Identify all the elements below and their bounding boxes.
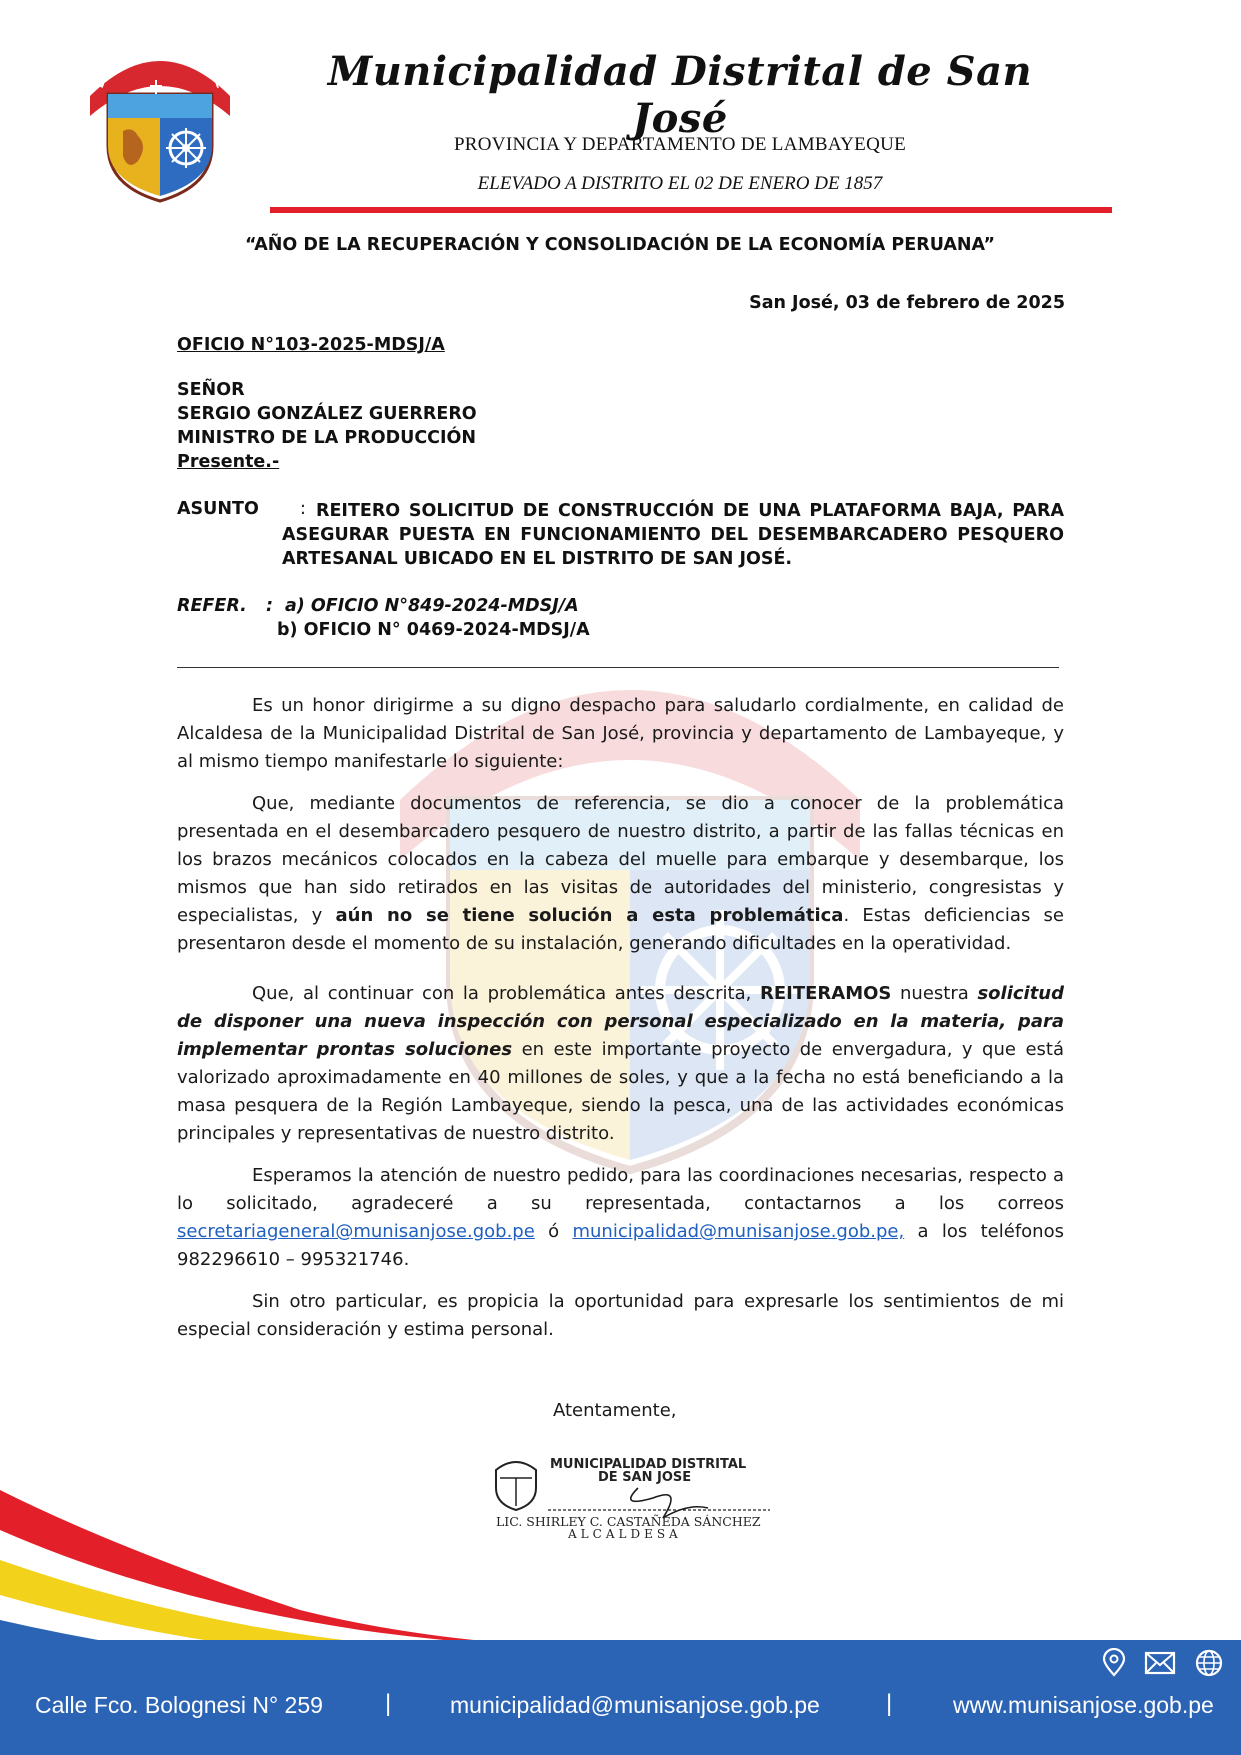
stamp-role: ALCALDESA (568, 1527, 682, 1540)
paragraph-4 (177, 1162, 1064, 1274)
asunto-colon: : (300, 499, 306, 519)
recipient-name: SERGIO GONZÁLEZ GUERRERO (177, 404, 477, 424)
footer-email-link[interactable]: municipalidad@munisanjose.gob.pe (450, 1692, 820, 1718)
document-date: San José, 03 de febrero de 2025 (749, 293, 1065, 313)
footer-separator: | (385, 1690, 392, 1717)
closing-salutation: Atentamente, (553, 1400, 677, 1421)
refer-label: REFER. (177, 596, 247, 616)
mail-icon (1146, 1653, 1174, 1673)
recipient-position: MINISTRO DE LA PRODUCCIÓN (177, 428, 477, 448)
email-link-municipalidad[interactable]: municipalidad@munisanjose.gob.pe, (572, 1221, 905, 1242)
email-link-secretaria[interactable]: secretariageneral@munisanjose.gob.pe (177, 1221, 535, 1242)
asunto-label: ASUNTO (177, 499, 259, 519)
refer-divider (177, 667, 1059, 668)
municipality-title: Municipalidad Distrital de San José (327, 48, 1033, 142)
province-subtitle: PROVINCIA Y DEPARTAMENTO DE LAMBAYEQUE (453, 134, 907, 155)
year-motto: “AÑO DE LA RECUPERACIÓN Y CONSOLIDACIÓN DE LA ECONOMÍA PERUANA” (244, 235, 995, 255)
paragraph-4-or: ó (534, 1221, 573, 1242)
recipient-salutation: SEÑOR (177, 380, 245, 400)
footer-separator: | (886, 1690, 893, 1717)
footer-icons (1098, 1648, 1228, 1678)
refer-b: b) OFICIO N° 0469-2024-MDSJ/A (277, 620, 590, 640)
paragraph-2 (177, 790, 1064, 958)
paragraph-3-text: Que, al continuar con la problemática antes descrita, (252, 983, 760, 1004)
oficio-number: OFICIO N°103-2025-MDSJ/A (177, 335, 445, 355)
stamp-signer: LIC. SHIRLEY C. CASTAÑEDA SÁNCHEZ (496, 1514, 761, 1529)
paragraph-2-text: Que, mediante documentos de referencia, se dio a conocer de la problemática presentada en el desembarcadero pesquero de nuestro distrito, a partir de las fallas técnicas en los brazos mecánicos colocados en la cabeza del muelle para embarque y desembarque, los mismos que han sido retirados en las visitas de autoridades del ministerio, congresistas y especialistas, y (177, 793, 1064, 926)
asunto-text: REITERO SOLICITUD DE CONSTRUCCIÓN DE UNA PLATAFORMA BAJA, PARA ASEGURAR PUESTA EN FUNCIONAMIENTO DEL DESEMBARCADERO PESQUERO ARTESANAL UBICADO EN EL DISTRITO DE SAN JOSÉ. (282, 501, 1064, 569)
globe-icon (1197, 1651, 1221, 1675)
recipient-block (177, 378, 477, 474)
paragraph-4-phones: a los teléfonos 982296610 – 995321746. (177, 1221, 1064, 1270)
stamp-institution-1: MUNICIPALIDAD DISTRITAL (550, 1457, 747, 1472)
paragraph-2-text-end: . Estas deficiencias se presentaron desde el momento de su instalación, generando dificultades en la operatividad. (177, 905, 1064, 954)
location-icon (1104, 1649, 1124, 1675)
paragraph-5: Sin otro particular, es propicia la oportunidad para expresarle los sentimientos de mi especial consideración y estima personal. (177, 1291, 1064, 1340)
paragraph-3-request: solicitud de disponer una nueva inspección con personal especializado en la materia, para implementar prontas soluciones (177, 983, 1065, 1060)
paragraph-3-text-mid: nuestra (891, 983, 978, 1004)
footer-website-link[interactable]: www.munisanjose.gob.pe (953, 1692, 1214, 1718)
municipal-crest-logo (78, 36, 242, 206)
paragraph-3-text-end: en este importante proyecto de envergadura, y que está valorizado aproximadamente en 40 millones de soles, y que a la fecha no está beneficiando a la masa pesquera de la Región Lambayeque, siendo la pesca, una de las actividades económicas principales y representativas de nuestro distrito. (177, 1039, 1064, 1144)
stamp-institution-2: DE SAN JOSE (598, 1470, 692, 1485)
paragraph-3 (177, 980, 1064, 1148)
elevated-subtitle: ELEVADO A DISTRITO EL 02 DE ENERO DE 1857 (477, 173, 883, 194)
paragraph-3-emphasis: REITERAMOS (759, 983, 892, 1004)
paragraph-4-text: Esperamos la atención de nuestro pedido, para las coordinaciones necesarias, respecto a lo solicitado, agradeceré a su representada, contactarnos a los correos (177, 1165, 1064, 1214)
crest-text: DISTRITO DE SAN JOSE (92, 36, 228, 90)
letter-body (177, 692, 1064, 1358)
paragraph-1: Es un honor dirigirme a su digno despacho para saludarlo cordialmente, en calidad de Alcaldesa de la Municipalidad Distrital de San José, provincia y departamento de Lambayeque, y al mismo tiempo manifestarle lo siguiente: (177, 695, 1064, 772)
header-divider (270, 207, 1112, 213)
paragraph-2-emphasis: aún no se tiene solución a esta problemática (335, 905, 844, 926)
refer-colon: : (266, 596, 273, 616)
refer-a: a) OFICIO N°849-2024-MDSJ/A (285, 596, 579, 616)
footer-address: Calle Fco. Bolognesi N° 259 (35, 1692, 323, 1718)
recipient-presente: Presente.- (177, 452, 280, 472)
